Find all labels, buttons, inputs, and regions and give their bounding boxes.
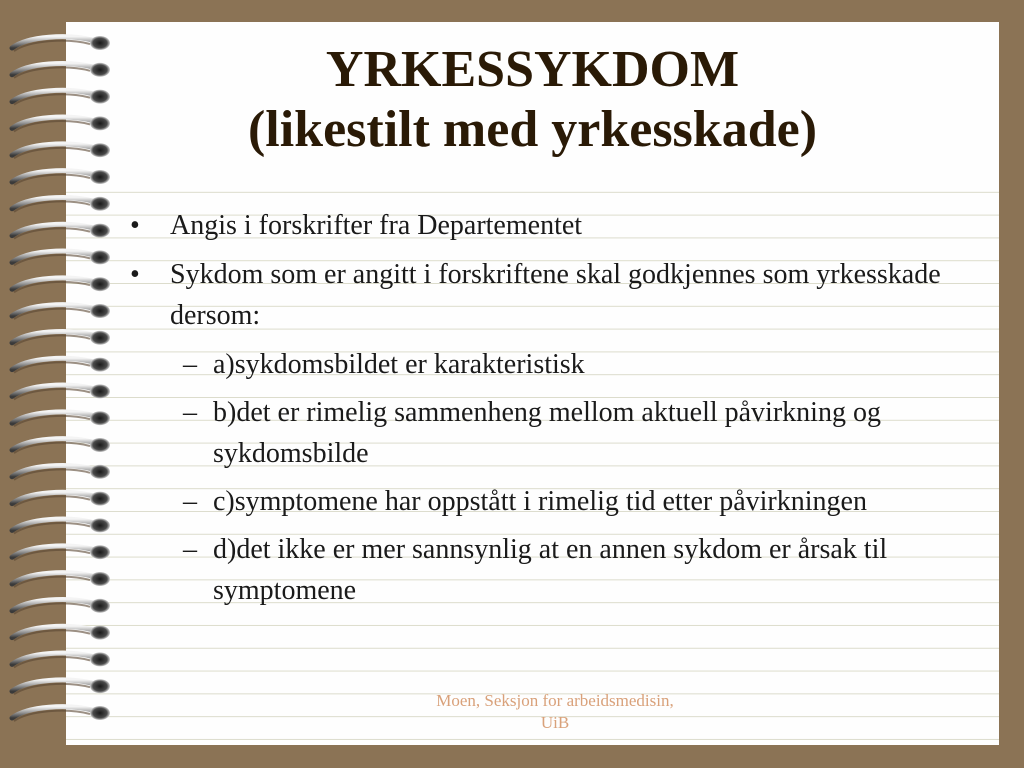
slide-title: [66, 40, 999, 160]
sub-item: [130, 481, 970, 522]
spiral-coil: [12, 170, 110, 185]
spiral-coil: [12, 384, 110, 399]
spiral-coil: [12, 599, 110, 614]
sub-item: [130, 529, 970, 611]
spiral-coil: [12, 331, 110, 346]
spiral-coil: [12, 411, 110, 426]
bullet-item: [130, 254, 970, 336]
spiral-coil: [12, 250, 110, 265]
spiral-coil: [12, 706, 110, 721]
spiral-coil: [12, 626, 110, 641]
sub-item: [130, 392, 970, 474]
bullet-item: [130, 205, 970, 246]
footer-line-1: Moen, Seksjon for arbeidsmedisin,: [436, 691, 674, 710]
title-line-2: (likestilt med yrkesskade): [247, 101, 818, 158]
spiral-coil: [12, 465, 110, 480]
sub-item-dash: –: [183, 349, 197, 380]
spiral-coil: [12, 652, 110, 667]
slide-footer: [380, 690, 730, 734]
sub-item-text: c)symptomene har oppstått i rimelig tid etter påvirkningen: [213, 486, 867, 517]
spiral-coil: [12, 545, 110, 560]
spiral-coil: [12, 492, 110, 507]
spiral-coil: [12, 277, 110, 292]
spiral-coil: [12, 358, 110, 373]
spiral-coil: [12, 438, 110, 453]
spiral-coil: [12, 518, 110, 533]
bullet-text: Sykdom som er angitt i forskriftene skal godkjennes som yrkesskade dersom:: [170, 259, 941, 331]
spiral-coil: [12, 572, 110, 587]
bullet-mark: •: [130, 259, 140, 290]
bullet-mark: •: [130, 210, 140, 241]
footer-line-2: UiB: [540, 713, 570, 732]
sub-item-text: a)sykdomsbildet er karakteristisk: [213, 349, 585, 380]
spiral-coil: [12, 224, 110, 239]
bullet-text: Angis i forskrifter fra Departementet: [170, 210, 583, 241]
sub-item-text: b)det er rimelig sammenheng mellom aktuell påvirkning og sykdomsbilde: [213, 397, 881, 469]
slide-body: [130, 205, 970, 618]
spiral-coil: [12, 304, 110, 319]
title-line-1: YRKESSYKDOM: [325, 41, 740, 98]
sub-item: [130, 344, 970, 385]
sub-item-dash: –: [183, 534, 197, 565]
spiral-coil: [12, 197, 110, 212]
spiral-coil: [12, 679, 110, 694]
sub-item-dash: –: [183, 486, 197, 517]
sub-item-text: d)det ikke er mer sannsynlig at en annen sykdom er årsak til symptomene: [213, 534, 888, 606]
sub-item-dash: –: [183, 397, 197, 428]
